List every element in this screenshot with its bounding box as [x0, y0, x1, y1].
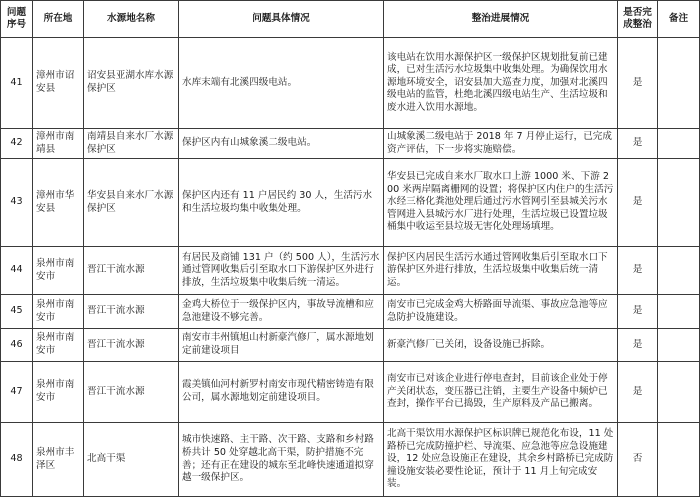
- header-done: 是否完成整治: [618, 1, 658, 38]
- row-location: 漳州市华安县: [33, 159, 84, 247]
- row-issue: 保护区内还有 11 户居民约 30 人，生活污水和生活垃圾均集中收集处理。: [179, 159, 384, 247]
- row-source: 北高干渠: [84, 423, 179, 497]
- row-remark: [658, 129, 700, 159]
- table-row: [1, 129, 700, 159]
- row-progress: 保护区内居民生活污水通过管网收集后引至取水口下游保护区外进行排放，生活垃圾集中收集后统一清运。: [384, 247, 618, 295]
- header-row: [1, 1, 700, 38]
- row-no: 43: [1, 159, 33, 247]
- row-done: 是: [618, 362, 658, 423]
- row-issue: 金鸡大桥位于一级保护区内，事故导流槽和应急池建设不够完善。: [179, 295, 384, 329]
- row-done: 否: [618, 423, 658, 497]
- header-progress: 整治进展情况: [384, 1, 618, 38]
- table-row: [1, 423, 700, 497]
- header-location: 所在地: [33, 1, 84, 38]
- row-progress: 北高干渠饮用水源保护区标识牌已规范化布设，11 处路桥已完成防撞护栏、导流渠、应急池等应急设施建设，12 处应急设施正在建设，其余乡村路桥已完成防撞设施安装必要性论证，预计于 11 月上旬完成安装。: [384, 423, 618, 497]
- header-issue: 问题具体情况: [179, 1, 384, 38]
- table-row: [1, 362, 700, 423]
- row-remark: [658, 159, 700, 247]
- row-source: 华安县自来水厂水源保护区: [84, 159, 179, 247]
- row-source: 晋江干流水源: [84, 329, 179, 362]
- header-source: 水源地名称: [84, 1, 179, 38]
- row-no: 41: [1, 38, 33, 129]
- row-remark: [658, 247, 700, 295]
- row-issue: 霞美镇仙河村新罗村南安市现代精密铸造有限公司，属水源地划定前建设项目。: [179, 362, 384, 423]
- row-done: 是: [618, 38, 658, 129]
- table-row: [1, 247, 700, 295]
- row-no: 46: [1, 329, 33, 362]
- row-done: 是: [618, 129, 658, 159]
- row-progress: 山城象溪二级电站于 2018 年 7 月停止运行，已完成资产评估，下一步将实施赔偿。: [384, 129, 618, 159]
- row-location: 泉州市南安市: [33, 329, 84, 362]
- row-source: 晋江干流水源: [84, 247, 179, 295]
- table-row: [1, 295, 700, 329]
- row-no: 44: [1, 247, 33, 295]
- row-done: 是: [618, 295, 658, 329]
- row-issue: 城市快速路、主干路、次干路、支路和乡村路桥共计 50 处穿越北高干渠，防护措施不完善；还有正在建设的城东至北峰快速通道拟穿越一级保护区。: [179, 423, 384, 497]
- row-remark: [658, 423, 700, 497]
- row-remark: [658, 362, 700, 423]
- row-source: 南靖县自来水厂水源保护区: [84, 129, 179, 159]
- row-remark: [658, 295, 700, 329]
- table-row: [1, 329, 700, 362]
- row-location: 泉州市南安市: [33, 247, 84, 295]
- row-source: 诏安县亚湖水库水源保护区: [84, 38, 179, 129]
- row-no: 42: [1, 129, 33, 159]
- row-source: 晋江干流水源: [84, 295, 179, 329]
- row-progress: 南安市已完成金鸡大桥路面导流渠、事故应急池等应急防护设施建设。: [384, 295, 618, 329]
- row-done: 是: [618, 247, 658, 295]
- row-remark: [658, 38, 700, 129]
- row-issue: 南安市丰州镇旭山村新豪汽修厂，属水源地划定前建设项目: [179, 329, 384, 362]
- row-no: 47: [1, 362, 33, 423]
- header-no: 问题序号: [1, 1, 33, 38]
- row-done: 是: [618, 329, 658, 362]
- row-progress: 南安市已对该企业进行停电查封，目前该企业处于停产关闭状态，变压器已注销，主要生产设备中频炉已查封，操作平台已捣毁，生产原料及产品已搬离。: [384, 362, 618, 423]
- row-source: 晋江干流水源: [84, 362, 179, 423]
- row-location: 漳州市诏安县: [33, 38, 84, 129]
- row-no: 45: [1, 295, 33, 329]
- table-row: [1, 159, 700, 247]
- row-progress: 新豪汽修厂已关闭，设备设施已拆除。: [384, 329, 618, 362]
- row-location: 泉州市南安市: [33, 362, 84, 423]
- row-issue: 水库末端有北溪四级电站。: [179, 38, 384, 129]
- row-no: 48: [1, 423, 33, 497]
- row-issue: 有居民及商铺 131 户（约 500 人），生活污水通过管网收集后引至取水口下游保护区外进行排放，生活垃圾集中收集后统一清运。: [179, 247, 384, 295]
- row-done: 是: [618, 159, 658, 247]
- row-progress: 该电站在饮用水源保护区一级保护区规划批复前已建成，已对生活污水垃圾集中收集处理。为确保饮用水源地环境安全，诏安县加大巡查力度，加强对北溪四级电站的监管，杜绝北溪四级电站生产、生活垃圾和废水进入饮用水源地。: [384, 38, 618, 129]
- row-remark: [658, 329, 700, 362]
- row-location: 漳州市南靖县: [33, 129, 84, 159]
- header-remark: 备注: [658, 1, 700, 38]
- row-issue: 保护区内有山城象溪二级电站。: [179, 129, 384, 159]
- row-location: 泉州市丰泽区: [33, 423, 84, 497]
- row-progress: 华安县已完成自来水厂取水口上游 1000 米、下游 200 米两岸隔离栅网的设置；将保护区内住户的生活污水经三格化粪池处理后通过污水管网引至县城关污水管网进入县城污水厂进行处理，生活垃圾已设置垃圾桶集中收运至县垃圾无害化处理场填埋。: [384, 159, 618, 247]
- row-location: 泉州市南安市: [33, 295, 84, 329]
- table-row: [1, 38, 700, 129]
